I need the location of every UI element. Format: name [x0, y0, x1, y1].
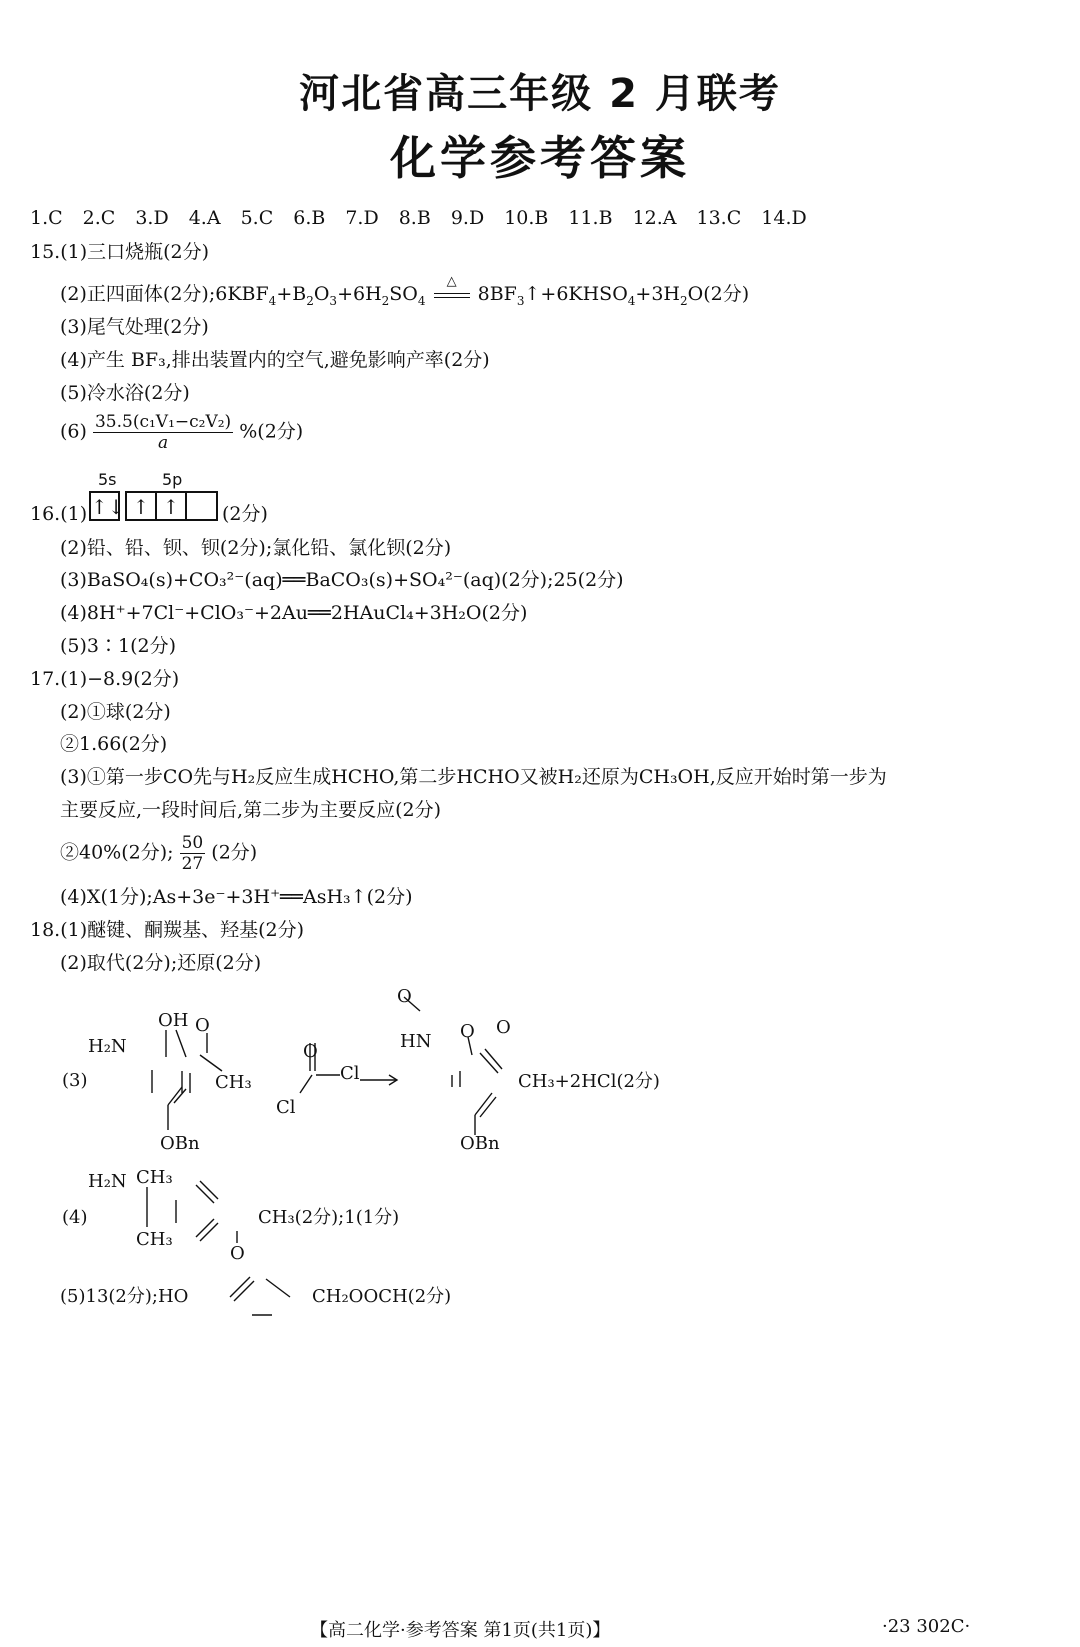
q15-p2-text-c: O: [313, 283, 330, 305]
q15-p6-suffix: %(2分): [239, 420, 304, 443]
orbital-box-5p-1: ↑: [125, 491, 157, 521]
orbital-box-5p-2: ↑: [155, 491, 187, 521]
exam-title: 河北省高三年级 2 月联考: [299, 71, 781, 117]
q18-part1: 18.(1)醚键、酮羰基、羟基(2分): [30, 919, 305, 941]
q18-p3-oh: OH: [158, 1010, 189, 1031]
q18-p5-suffix: CH₂OOCH(2分): [312, 1286, 452, 1307]
q16-part1-prefix: 16.(1): [30, 503, 88, 525]
q15-p2-text-e: SO: [389, 283, 418, 305]
fraction-denominator: a: [158, 433, 169, 453]
q17-part2-2: ②1.66(2分): [60, 733, 168, 755]
q15-part5: (5)冷水浴(2分): [60, 382, 190, 404]
q17-part4: (4)X(1分);As+3e⁻+3H⁺══AsH₃↑(2分): [60, 886, 413, 908]
q17-part3-2: [60, 833, 257, 874]
q18-p3-o1: O: [195, 1015, 210, 1036]
heat-condition-arrow: [432, 274, 472, 306]
mc-answer: 4.A: [188, 207, 221, 229]
mc-answer-row: [30, 206, 827, 230]
q15-p2-text-g: ↑+6KHSO: [524, 283, 628, 305]
q17-p3-2-prefix: ②40%(2分);: [60, 841, 174, 864]
q17-part3-1b: 主要反应,一段时间后,第二步为主要反应(2分): [60, 799, 441, 821]
q15-p2-text-b: +B: [276, 283, 307, 305]
orbital-label-5p: 5p: [162, 470, 183, 489]
mc-answer: 5.C: [240, 207, 274, 229]
fraction-numerator: 35.5(c₁V₁−c₂V₂): [94, 412, 232, 432]
mc-answer: 12.A: [632, 207, 677, 229]
orbital-box-5p-3: [185, 491, 218, 521]
q17-p3-2-fraction: [180, 833, 206, 874]
q18-p3-o3: O: [397, 986, 412, 1007]
q18-p3-hn: HN: [400, 1031, 432, 1052]
q17-part3-1a: (3)①第一步CO先与H₂反应生成HCHO,第二步HCHO又被H₂还原为CH₃OH,反应开始时第一步为: [60, 766, 887, 788]
q17-p3-2-suffix: (2分): [211, 841, 258, 864]
q16-part4: (4)8H⁺+7Cl⁻+ClO₃⁻+2Au══2HAuCl₄+3H₂O(2分): [60, 602, 528, 624]
q18-p3-obn2: OBn: [460, 1133, 500, 1154]
q15-part1: 15.(1)三口烧瓶(2分): [30, 241, 210, 263]
mc-answer: 11.B: [568, 207, 613, 229]
q15-p6-fraction: [93, 412, 233, 453]
q18-structures-diagram: [0, 975, 1080, 1375]
heat-symbol: △: [446, 274, 457, 289]
q16-part2: (2)铅、铅、钡、钡(2分);氯化铅、氯化钡(2分): [60, 537, 452, 559]
q18-p3-label: (3): [62, 1070, 88, 1091]
mc-answer: 13.C: [696, 207, 742, 229]
q17-part1: 17.(1)−8.9(2分): [30, 668, 180, 690]
q18-p5-prefix: (5)13(2分);HO: [60, 1286, 189, 1307]
q18-p3-ch3: CH₃: [215, 1072, 252, 1093]
q18-p3-o4: O: [460, 1021, 475, 1042]
q16-part1-score: (2分): [222, 503, 268, 525]
q18-p4-ch3-bottom: CH₃: [136, 1229, 173, 1250]
q15-part3: (3)尾气处理(2分): [60, 316, 209, 338]
q15-p2-text-f: 8BF: [477, 283, 517, 305]
mc-answer: 7.D: [345, 207, 379, 229]
fraction-denominator: 27: [181, 854, 204, 874]
mc-answer: 10.B: [504, 207, 549, 229]
q15-part2: (2)正四面体(2分)$;6KBF_4+B_2O_3+6H_2SO_4$ △ $8BF_3↑+6KHSO_4+3H_2O(2$分): [60, 282, 749, 313]
orbital-box-5s: ↑↓: [89, 491, 120, 521]
fraction-numerator: 50: [181, 833, 204, 853]
q18-p3-o2: O: [303, 1041, 318, 1062]
q18-p4-ch3-top: CH₃: [136, 1167, 173, 1188]
mc-answer: 8.B: [398, 207, 431, 229]
q16-part3: (3)BaSO₄(s)+CO₃²⁻(aq)══BaCO₃(s)+SO₄²⁻(aq)(2分);25(2分): [60, 569, 624, 591]
q18-p3-o5: O: [496, 1017, 511, 1038]
mc-answer: 9.D: [450, 207, 485, 229]
footer: 【高二化学·参考答案 第1页(共1页)】: [310, 1620, 611, 1641]
q15-part6: [60, 412, 303, 453]
page-code: ·23 302C·: [882, 1616, 971, 1637]
mc-answer: 6.B: [293, 207, 326, 229]
q18-p3-obn: OBn: [160, 1133, 200, 1154]
q15-p2-text-a: (2)正四面体(2分);6KBF: [60, 283, 269, 305]
q18-p4-h2n: H₂N: [88, 1171, 127, 1192]
q17-part2-1: (2)①球(2分): [60, 701, 171, 723]
mc-answer: 14.D: [761, 207, 807, 229]
q18-part2: (2)取代(2分);还原(2分): [60, 952, 262, 974]
q18-p4-tail: CH₃(2分);1(1分): [258, 1207, 400, 1228]
orbital-label-5s: 5s: [98, 470, 117, 489]
q18-p3-cl1: Cl: [276, 1097, 296, 1118]
q18-p4-label: (4): [62, 1207, 88, 1228]
mc-answer: 1.C: [30, 207, 63, 229]
q15-p6-prefix: (6): [60, 420, 87, 443]
q18-p4-o: O: [230, 1243, 245, 1264]
q15-part4: (4)产生 BF₃,排出装置内的空气,避免影响产率(2分): [60, 349, 490, 371]
q15-p2-text-d: +6H: [337, 283, 382, 305]
q18-p3-product: CH₃+2HCl(2分): [518, 1071, 660, 1092]
q15-p2-text-i: O(2分): [687, 283, 750, 305]
mc-answer: 2.C: [82, 207, 116, 229]
q16-part5: (5)3∶1(2分): [60, 635, 177, 657]
q18-p3-cl2: Cl: [340, 1063, 360, 1084]
answer-key-title: 化学参考答案: [390, 131, 690, 185]
q15-p2-text-h: +3H: [635, 283, 680, 305]
q18-p3-h2n: H₂N: [88, 1036, 127, 1057]
mc-answer: 3.D: [135, 207, 169, 229]
